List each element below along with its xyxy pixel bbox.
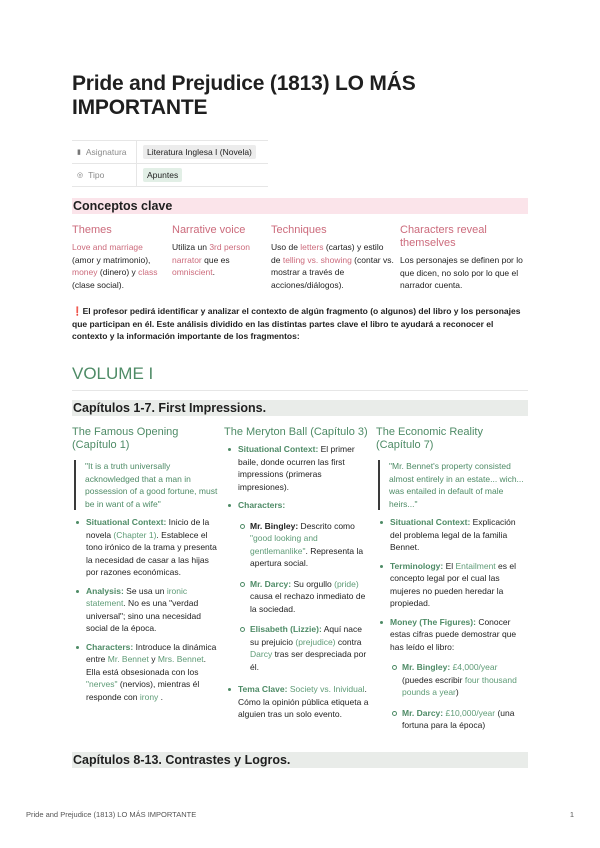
property-row (72, 164, 268, 187)
property-key: Tipo (88, 170, 105, 180)
divider (72, 390, 528, 391)
quote: "It is a truth universally acknowledged that a man in possession of a good fortune, must be in want of a wife" (74, 460, 218, 510)
list-subitem: Mr. Darcy: Su orgullo (pride) causa el rechazo inmediato de la sociedad. (250, 578, 372, 616)
list-subitem: Mr. Bingley: £4,000/year (puedes escribir four thousand pounds a year) (402, 661, 526, 699)
page-title: Pride and Prejudice (1813) LO MÁS IMPORTANTE (72, 72, 416, 119)
section-heading-chapters-8-13: Capítulos 8-13. Contrastes y Logros. (72, 752, 528, 768)
list-item: Money (The Figures): Conocer estas cifras puede demostrar que has leído el libro: Mr. Bingley: £4,000/year (puedes escribir four thousand pounds a year) Mr. Darcy: £10,000/year (una fortuna para la época) (390, 616, 526, 732)
property-value-tag[interactable]: Literatura Inglesa I (Novela) (143, 145, 256, 159)
property-row (72, 141, 268, 164)
column-meryton-ball (224, 426, 372, 721)
section-heading-chapters-1-7: Capítulos 1-7. First Impressions. (72, 400, 528, 416)
page-footer (26, 810, 574, 819)
list-item: Characters: Mr. Bingley: Descrito como "good looking and gentlemanlike". Representa la apertura social. Mr. Darcy: Su orgullo (pride) causa el rechazo inmediato de la sociedad. Elisabeth (Lizzie): Aquí nace su prejuicio (prejudice) contra Darcy tras ser despreciada por él. (238, 499, 372, 673)
concept-title: Characters reveal themselves (400, 224, 487, 249)
list-item: Analysis: Se usa un ironic statement. No es una "verdad universal"; sino una necesidad social de la época. (86, 585, 218, 635)
circle-icon: ◎ (77, 172, 84, 179)
quote: "Mr. Bennet's property consisted almost entirely in an estate... wich... was entailed in default of male heirs..." (378, 460, 526, 510)
page-number: 1 (569, 810, 574, 819)
column-economic-reality (376, 426, 526, 732)
concept-characters: Characters reveal themselves Los personajes se definen por lo que dicen, no solo por lo que el narrador cuenta. (400, 224, 528, 292)
list-subitem: Elisabeth (Lizzie): Aquí nace su prejuicio (prejudice) contra Darcy tras ser despreciada por él. (250, 623, 372, 673)
list-item: Tema Clave: Society vs. Inividual. Cómo la opinión pública etiqueta a alguien tras un solo evento. (238, 683, 372, 721)
section-heading-conceptos: Conceptos clave (72, 198, 528, 214)
concept-techniques: Techniques Uso de letters (cartas) y estilo de telling vs. showing (contar vs. mostrar a través de acciones/diálogos). (271, 224, 394, 290)
concept-narrative-voice: Narrative voice Utiliza un 3rd person narrator que es omniscient. (172, 224, 264, 279)
list-subitem: Mr. Darcy: £10,000/year (una fortuna para la época) (402, 707, 526, 732)
list-item: Terminology: El Entailment es el concepto legal por el cual las mujeres no pueden heredar la propiedad. (390, 560, 526, 610)
footer-title: Pride and Prejudice (1813) LO MÁS IMPORTANTE (26, 810, 197, 819)
list-item: Situational Context: Explicación del problema legal de la familia Bennet. (390, 516, 526, 554)
property-value-tag[interactable]: Apuntes (143, 168, 182, 182)
column-title: The Famous Opening (Capítulo 1) (72, 426, 179, 451)
list-item: Characters: Introduce la dinámica entre Mr. Bennet y Mrs. Bennet. Ella está obsesionada con los "nerves" (nervios), mientras él responde con irony . (86, 641, 217, 702)
concept-title: Narrative voice (172, 224, 246, 236)
bookmark-icon: ▮ (77, 149, 81, 156)
concept-themes: Themes Love and marriage (amor y matrimonio), money (dinero) y class (clase social). (72, 224, 166, 291)
professor-note: ❗El profesor pedirá identificar y analizar el contexto de algún fragmento (o algunos) del libro y los personajes que participan en él. Este análisis dividido en las distintas partes clave el libro te ayudará a reconocer el contexto y la información importante de los fragmentos: (72, 306, 521, 341)
concept-title: Themes (72, 224, 112, 236)
column-famous-opening (72, 426, 218, 703)
properties-table (72, 140, 268, 187)
list-item: Situational Context: El primer baile, donde ocurren las first impressions (primeras impresiones). (238, 443, 372, 493)
concept-title: Techniques (271, 224, 327, 236)
property-key: Asignatura (85, 147, 127, 157)
list-item: Situational Context: Inicio de la novela (Chapter 1). Establece el tono irónico de la trama y presenta la necesidad de casar a las hijas por razones económicas. (86, 517, 217, 577)
column-title: The Meryton Ball (Capítulo 3) (224, 426, 368, 438)
list-subitem: Mr. Bingley: Descrito como "good looking and gentlemanlike". Representa la apertura social. (250, 520, 372, 570)
volume-heading: VOLUME I (72, 364, 154, 383)
column-title: The Economic Reality (Capítulo 7) (376, 426, 483, 451)
